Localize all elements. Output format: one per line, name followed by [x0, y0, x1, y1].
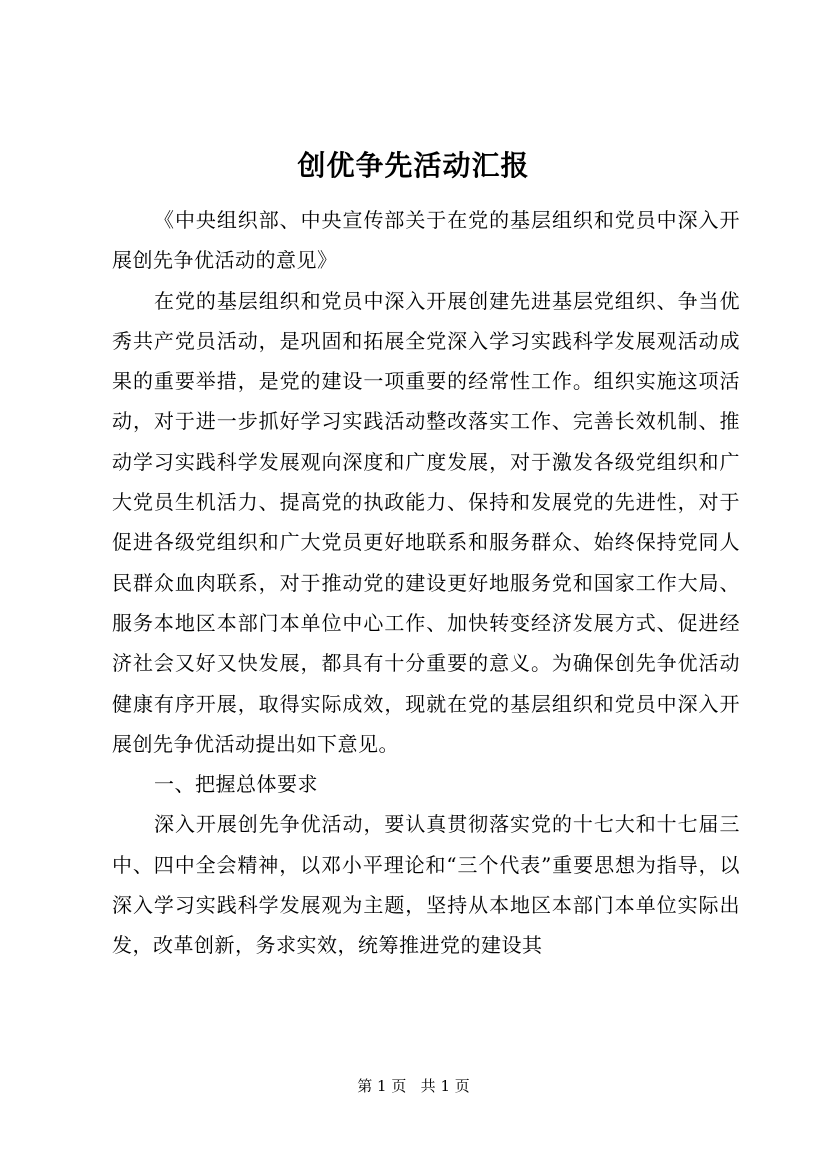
total-label-prefix: 共 — [420, 1077, 436, 1095]
paragraph-source-citation: 《中央组织部、中央宣传部关于在党的基层组织和党员中深入开展创先争优活动的意见》 — [112, 208, 740, 273]
total-label-suffix: 页 — [454, 1077, 470, 1095]
section-heading-1: 一、把握总体要求 — [154, 772, 318, 797]
page-number: 1 — [377, 1077, 387, 1095]
document-title: 创优争先活动汇报 — [297, 149, 530, 182]
paragraph-introduction: 在党的基层组织和党员中深入开展创建先进基层党组织、争当优秀共产党员活动，是巩固和拓展全党深入学习实践科学发展观活动成果的重要举措，是党的建设一项重要的经常性工作。组织实施这项活动，对于进一步抓好学习实践活动整改落实工作、完善长效机制、推动学习实践科学发展观向深度和广度发展，对于激发各级党组织和广大党员生机活力、提高党的执政能力、保持和发展党的先进性，对于促进各级党组织和广大党员更好地联系和服务群众、始终保持党同人民群众血肉联系，对于推动党的建设更好地服务党和国家工作大局、服务本地区本部门本单位中心工作、加快转变经济发展方式、促进经济社会又好又快发展，都具有十分重要的意义。为确保创先争优活动健康有序开展，取得实际成效，现就在党的基层组织和党员中深入开展创先争优活动提出如下意见。 — [112, 288, 740, 756]
page-footer — [0, 1076, 827, 1096]
total-pages: 1 — [440, 1077, 450, 1095]
paragraph-section-1: 深入开展创先争优活动，要认真贯彻落实党的十七大和十七届三中、四中全会精神，以邓小平理论和“三个代表”重要思想为指导，以深入学习实践科学发展观为主题，坚持从本地区本部门本单位实际出发，改革创新，务求实效，统筹推进党的建设其 — [112, 812, 740, 958]
page-label-suffix: 页 — [391, 1077, 407, 1095]
page-label-prefix: 第 — [357, 1077, 373, 1095]
document-body — [112, 200, 740, 966]
